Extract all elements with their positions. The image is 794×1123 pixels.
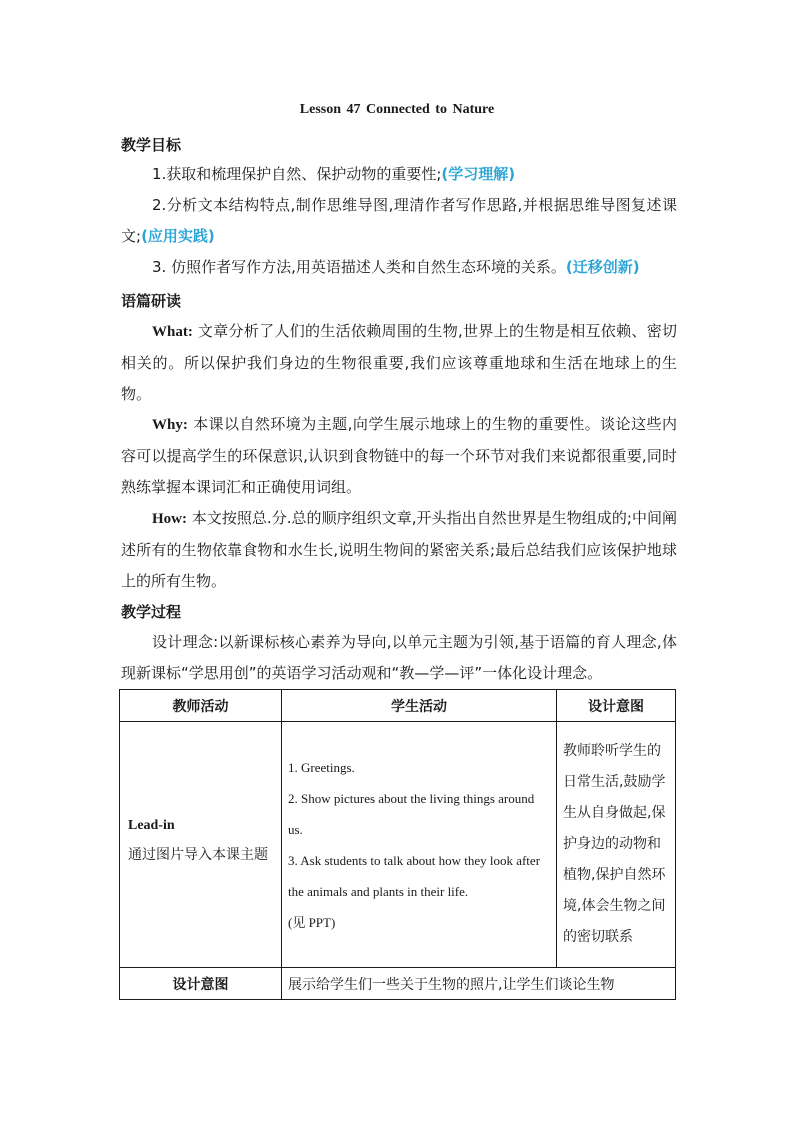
objective-2-tag: (应用实践) [141, 227, 215, 245]
student-activity-line: 1. Greetings. [288, 759, 355, 775]
section-heading-analysis: 语篇研读 [121, 292, 182, 310]
analysis-why [121, 409, 677, 503]
objective-2-text: 2.分析文本结构特点,制作思维导图,理清作者写作思路,并根据思维导图复述课文; [121, 196, 677, 245]
why-text: 本课以自然环境为主题,向学生展示地球上的生物的重要性。谈论这些内容可以提高学生的环保意识,认识到食物链中的每一个环节对我们来说都很重要,同时熟练掌握本课词汇和正确使用词组。 [121, 415, 677, 496]
table-row [120, 722, 676, 968]
design-concept: 设计理念:以新课标核心素养为导向,以单元主题为引领,基于语篇的育人理念,体现新课标“学思用创”的英语学习活动观和“教—学—评”一体化设计理念。 [121, 633, 677, 682]
what-text: 文章分析了人们的生活依赖周围的生物,世界上的生物是相互依赖、密切相关的。所以保护我们身边的生物很重要,我们应该尊重地球和生活在地球上的生物。 [121, 322, 677, 403]
objective-3-tag: (迁移创新) [565, 258, 640, 276]
header-intent: 设计意图 [557, 690, 676, 722]
objective-1 [121, 159, 677, 190]
lesson-title: Lesson 47 Connected to Nature [299, 102, 495, 117]
objective-1-text: 1.获取和梳理保护自然、保护动物的重要性; [152, 165, 442, 183]
table-header-row [120, 690, 676, 722]
objective-3-text: 3. 仿照作者写作方法,用英语描述人类和自然生态环境的关系。 [152, 258, 566, 276]
table-row [120, 968, 676, 1000]
student-activity-cell [282, 722, 557, 968]
student-activity-line: 3. Ask students to talk about how they look after the animals and plants in their life. [288, 852, 541, 899]
analysis-what [121, 316, 677, 410]
student-activity-line: (见 PPT) [288, 914, 336, 930]
why-label: Why: [152, 417, 188, 433]
student-activity-line: 2. Show pictures about the living things around us. [288, 790, 535, 837]
objective-1-tag: (学习理解) [441, 165, 516, 183]
how-label: How: [152, 511, 187, 527]
section-heading-process: 教学过程 [121, 603, 182, 621]
lesson-table [119, 689, 676, 1000]
lead-in-title: Lead-in [128, 818, 175, 833]
section-heading-objectives: 教学目标 [121, 136, 182, 154]
how-text: 本文按照总.分.总的顺序组织文章,开头指出自然世界是生物组成的;中间阐述所有的生物依靠食物和水生长,说明生物间的紧密关系;最后总结我们应该保护地球上的所有生物。 [121, 509, 677, 590]
what-label: What: [152, 324, 193, 340]
header-teacher: 教师活动 [120, 690, 282, 722]
analysis-how [121, 503, 677, 597]
design-intent-cell: 教师聆听学生的日常生活,鼓励学生从自身做起,保护身边的动物和植物,保护自然环境,体会生物之间的密切联系 [557, 722, 676, 968]
lead-in-description: 通过图片导入本课主题 [128, 847, 268, 863]
objective-2 [121, 190, 677, 252]
design-intent-label: 设计意图 [120, 968, 282, 1000]
objective-3 [121, 252, 677, 283]
teacher-activity-cell [120, 722, 282, 968]
design-intent-text: 展示给学生们一些关于生物的照片,让学生们谈论生物 [282, 968, 676, 1000]
header-student: 学生活动 [282, 690, 557, 722]
